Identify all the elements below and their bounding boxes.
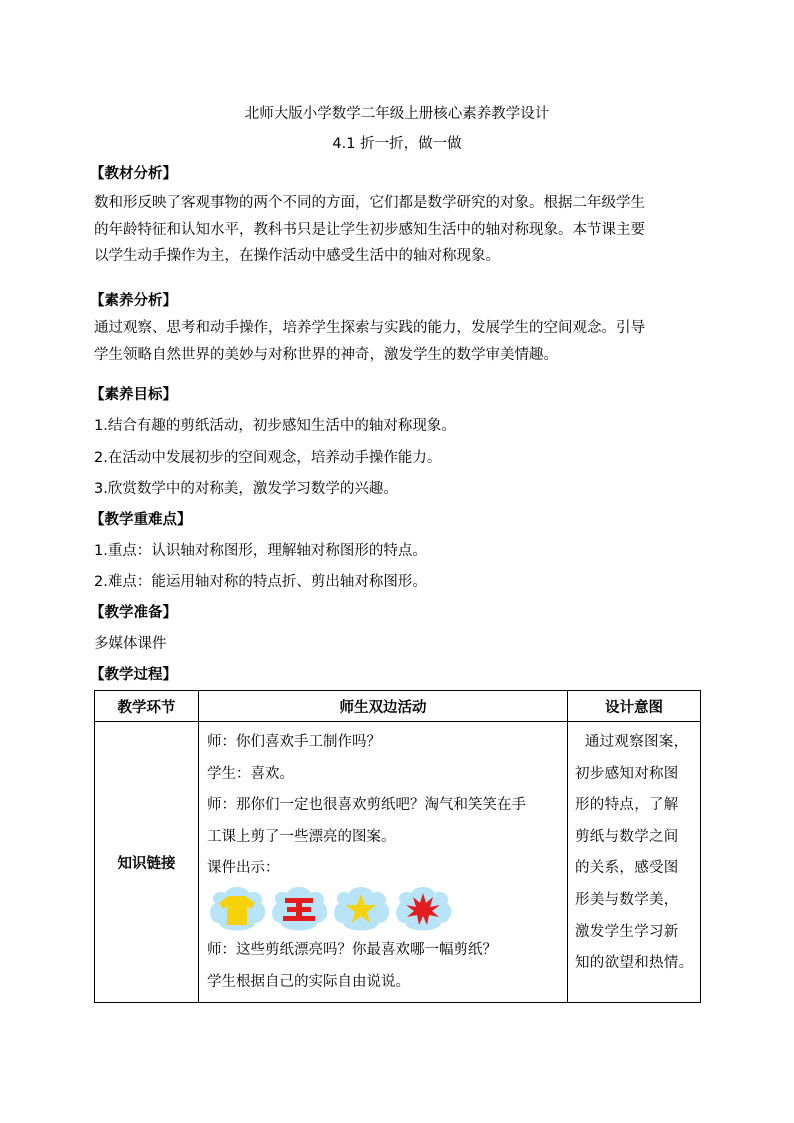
- literacy-line: 通过观察、思考和动手操作，培养学生探索与实践的能力，发展学生的空间观念。引导: [94, 320, 645, 336]
- prep-heading: 【教学准备】: [90, 605, 177, 621]
- material-line: 以学生动手操作为主，在操作活动中感受生活中的轴对称现象。: [94, 248, 500, 264]
- material-paragraph: [94, 190, 700, 270]
- goal-item: 2.在活动中发展初步的空间观念，培养动手操作能力。: [94, 450, 442, 466]
- header-stage: 教学环节: [95, 691, 199, 722]
- keypoint-item: 1.重点：认识轴对称图形，理解轴对称图形的特点。: [94, 543, 427, 559]
- header-activity: 师生双边活动: [199, 691, 568, 722]
- keypoints-heading: 【教学重难点】: [90, 512, 192, 528]
- activity-line: 师：那你们一定也很喜欢剪纸吧？淘气和笑笑在手: [207, 797, 526, 814]
- goal-item: 3.欣赏数学中的对称美，激发学习数学的兴趣。: [94, 481, 398, 497]
- header-intent: 设计意图: [568, 691, 701, 722]
- intent-line: 知的欲望和热情。: [575, 955, 694, 972]
- star-icon: [329, 885, 393, 935]
- document-title: 北师大版小学数学二年级上册核心素养教学设计: [244, 106, 550, 122]
- process-table: [94, 690, 701, 1003]
- table-header-row: [95, 691, 701, 722]
- prep-text: 多媒体课件: [94, 636, 167, 652]
- activity-cell: [199, 722, 568, 1003]
- goal-item: 1.结合有趣的剪纸活动，初步感知生活中的轴对称现象。: [94, 418, 456, 434]
- activity-line: 学生：喜欢。: [207, 765, 294, 782]
- material-heading: 【教材分析】: [90, 166, 177, 182]
- document-subtitle: 4.1 折一折，做一做: [332, 136, 462, 152]
- intent-line: 初步感知对称图: [575, 765, 679, 782]
- activity-line: 课件出示：: [207, 860, 280, 877]
- intent-line: 形美与数学美，: [575, 891, 679, 908]
- literacy-heading: 【素养分析】: [90, 293, 177, 309]
- shirt-icon: [205, 885, 269, 935]
- table-row: [95, 722, 701, 1003]
- wang-character-icon: [267, 885, 331, 935]
- process-heading: 【教学过程】: [90, 667, 177, 683]
- activity-line: 师：你们喜欢手工制作吗？: [207, 734, 381, 750]
- goals-heading: 【素养目标】: [90, 387, 177, 403]
- intent-line: 形的特点，了解: [575, 797, 679, 814]
- material-line: 的年龄特征和认知水平，教科书只是让学生初步感知生活中的轴对称现象。本节课主要: [94, 221, 645, 238]
- intent-cell: [568, 722, 701, 1003]
- stage-cell: 知识链接: [95, 722, 199, 1003]
- intent-line: 通过观察图案，: [575, 734, 689, 750]
- activity-line: 师：这些剪纸漂亮吗？你最喜欢哪一幅剪纸？: [207, 941, 497, 958]
- activity-line: 学生根据自己的实际自由说说。: [207, 973, 410, 990]
- intent-line: 的关系，感受图: [575, 860, 679, 877]
- keypoint-item: 2.难点：能运用轴对称的特点折、剪出轴对称图形。: [94, 574, 427, 590]
- literacy-line: 学生领略自然世界的美妙与对称世界的神奇，激发学生的数学审美情趣。: [94, 346, 558, 363]
- leaf-icon: [391, 885, 455, 935]
- activity-line: 工课上剪了一些漂亮的图案。: [207, 828, 396, 845]
- intent-line: 激发学生学习新: [575, 923, 679, 940]
- literacy-paragraph: [94, 315, 700, 368]
- paper-cuts-image: [207, 885, 561, 935]
- material-line: 数和形反映了客观事物的两个不同的方面，它们都是数学研究的对象。根据二年级学生: [94, 195, 645, 211]
- intent-line: 剪纸与数学之间: [575, 828, 679, 845]
